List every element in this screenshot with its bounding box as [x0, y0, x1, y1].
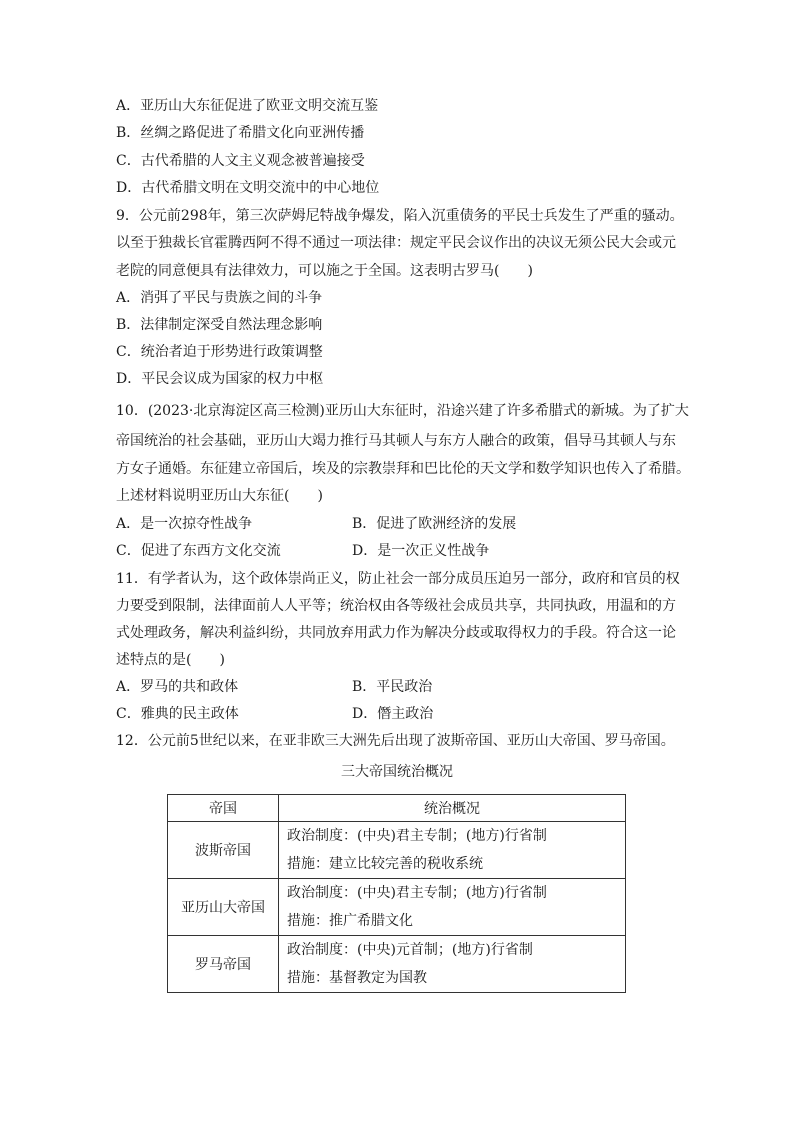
overview-measure: 措施：推广希腊文化	[287, 913, 413, 929]
q10-option-a: A．是一次掠夺性战争	[116, 516, 253, 532]
overview-measure: 措施：基督教定为国教	[287, 970, 427, 986]
empire-overview	[279, 879, 626, 936]
q10-option-d: D．是一次正义性战争	[352, 543, 490, 559]
q11-stem-line-1: 11．有学者认为，这个政体崇尚正义，防止社会一部分成员压迫另一部分，政府和官员的权	[116, 571, 680, 587]
empire-overview	[279, 936, 626, 993]
prev-option-c: C．古代希腊的人文主义观念被普遍接受	[116, 153, 365, 169]
empire-name: 亚历山大帝国	[168, 879, 279, 936]
q9-stem-line-1: 9．公元前298年，第三次萨姆尼特战争爆发，陷入沉重债务的平民士兵发生了严重的骚动。	[116, 208, 684, 224]
q10-option-b: B．促进了欧洲经济的发展	[352, 516, 517, 532]
q9-option-a: A．消弭了平民与贵族之间的斗争	[116, 290, 323, 306]
table-row	[168, 879, 626, 936]
overview-politics: 政治制度：(中央)君主专制；(地方)行省制	[287, 885, 547, 901]
empire-name: 罗马帝国	[168, 936, 279, 993]
q11-stem-line-3: 式处理政务，解决利益纠纷，共同放弃用武力作为解决分歧或取得权力的手段。符合这一论	[116, 625, 676, 641]
q10-stem-line-3: 方女子通婚。东征建立帝国后，埃及的宗教崇拜和巴比伦的天文学和数学知识也传入了希腊。	[116, 461, 690, 477]
header-empire: 帝国	[168, 795, 279, 822]
q10-stem-line-4: 上述材料说明亚历山大东征( )	[116, 488, 323, 504]
q11-option-a: A．罗马的共和政体	[116, 679, 239, 695]
q12-stem: 12．公元前5世纪以来，在亚非欧三大洲先后出现了波斯帝国、亚历山大帝国、罗马帝国。	[116, 733, 675, 749]
q10-stem-line-1: 10．(2023·北京海淀区高三检测)亚历山大东征时，沿途兴建了许多希腊式的新城。为了扩大	[116, 403, 689, 419]
q9-stem-line-2: 以至于独裁长官霍腾西阿不得不通过一项法律：规定平民会议作出的决议无须公民大会或元	[116, 235, 676, 251]
empire-name: 波斯帝国	[168, 822, 279, 879]
q9-option-d: D．平民会议成为国家的权力中枢	[116, 371, 324, 387]
overview-measure: 措施：建立比较完善的税收系统	[287, 856, 483, 872]
q9-option-c: C．统治者迫于形势进行政策调整	[116, 344, 323, 360]
overview-politics: 政治制度：(中央)元首制；(地方)行省制	[287, 942, 533, 958]
q10-stem-line-2: 帝国统治的社会基础，亚历山大竭力推行马其顿人与东方人融合的政策，倡导马其顿人与东	[116, 433, 676, 449]
prev-option-a: A．亚历山大东征促进了欧亚文明交流互鉴	[116, 98, 379, 114]
overview-politics: 政治制度：(中央)君主专制；(地方)行省制	[287, 828, 547, 844]
table-header-row	[168, 795, 626, 822]
empire-overview	[279, 822, 626, 879]
q10-option-c: C．促进了东西方文化交流	[116, 543, 281, 559]
q11-option-d: D．僭主政治	[352, 706, 434, 722]
table-caption: 三大帝国统治概况	[341, 764, 453, 780]
header-overview: 统治概况	[279, 795, 626, 822]
q9-option-b: B．法律制定深受自然法理念影响	[116, 317, 323, 333]
q11-stem-line-4: 述特点的是( )	[116, 652, 225, 668]
q11-option-b: B．平民政治	[352, 679, 433, 695]
empire-table	[167, 794, 626, 993]
table-row	[168, 822, 626, 879]
table-row	[168, 936, 626, 993]
prev-option-d: D．古代希腊文明在文明交流中的中心地位	[116, 180, 380, 196]
q11-stem-line-2: 力要受到限制，法律面前人人平等；统治权由各等级社会成员共享，共同执政，用温和的方	[116, 598, 676, 614]
prev-option-b: B．丝绸之路促进了希腊文化向亚洲传播	[116, 125, 365, 141]
q9-stem-line-3: 老院的同意便具有法律效力，可以施之于全国。这表明古罗马( )	[116, 263, 533, 279]
q11-option-c: C．雅典的民主政体	[116, 706, 239, 722]
